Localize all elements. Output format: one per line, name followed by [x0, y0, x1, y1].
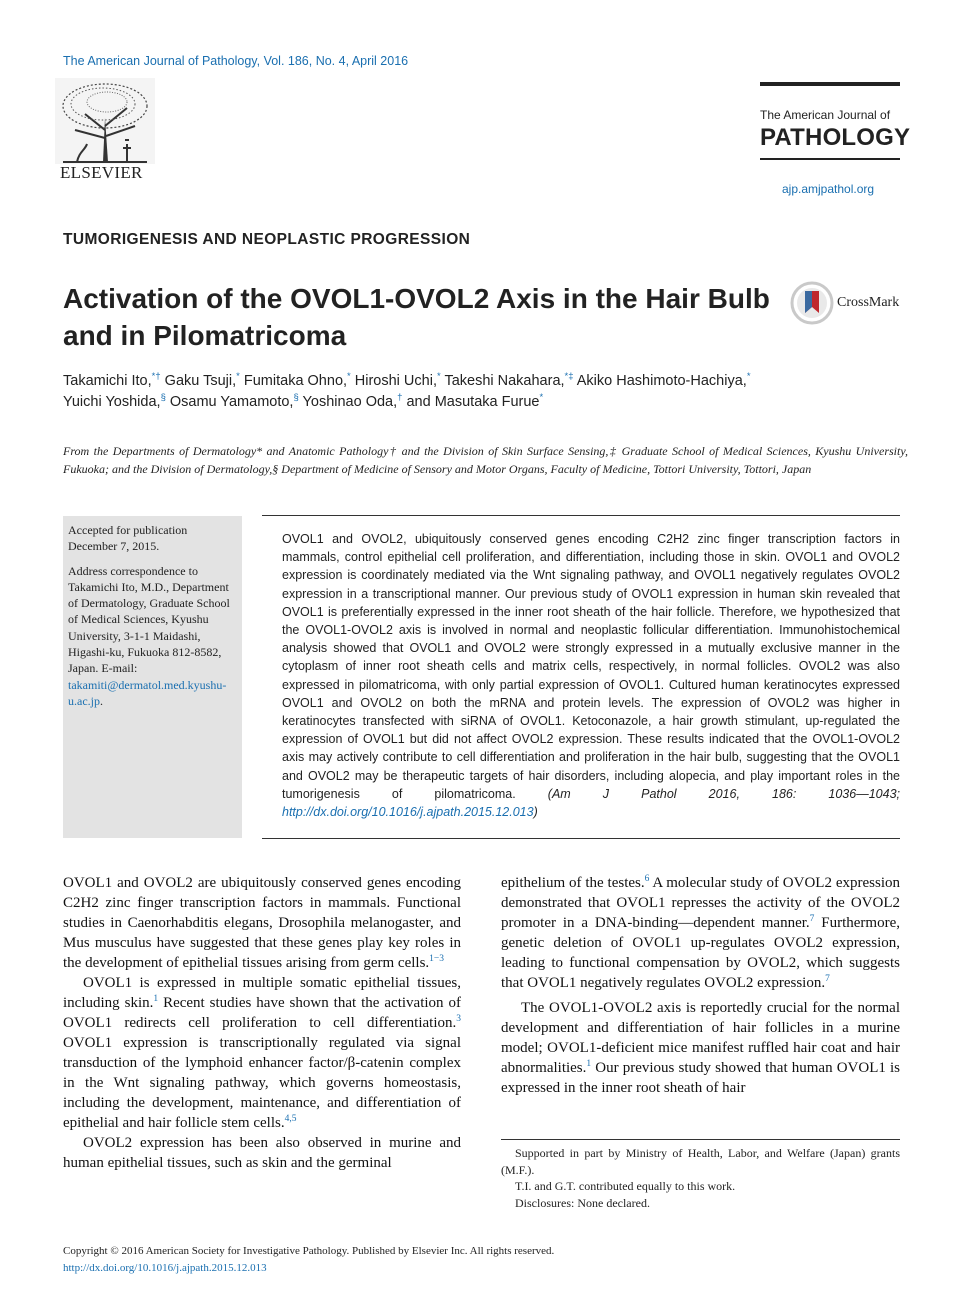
masthead-rule	[760, 82, 900, 86]
abstract-text: OVOL1 and OVOL2, ubiquitously conserved genes encoding C2H2 zinc finger transcription factors in mammals, control epithelial cell proliferation, and differentiation, including those in skin. OVOL1 and OVOL2 expression is coordinately mediated via the Wnt signaling pathway, and OVOL1 negatively regulates OVOL2 expression in a transcriptional manner. Our previous study of OVOL1 expression in human skin revealed that OVOL1 is preferentially expressed in the inner root sheath of the hair follicle. Therefore, we hypothesized that the OVOL1-OVOL2 axis is involved in normal and neoplastic follicular differentiation. Immunohistochemical analysis showed that OVOL1 and OVOL2 were strongly expressed in a mutually exclusive manner in the cytoplasm of inner root sheath cells and matrix cells, respectively, in normal follicles. OVOL2 was also expressed in pilomatricoma, with only partial expression of OVOL1. Cultured human keratinocytes expressed OVOL1 and OVOL2 on both the mRNA and protein levels. The expression of OVOL2 was higher in keratinocytes transfected with siRNA of OVOL1. Ketoconazole, a hair growth stimulant, up-regulated the expression of OVOL1 but did not affect OVOL2 expression. These results indicated that the OVOL1-OVOL2 axis may actively contribute to cell differentiation and proliferation in the hair bulb, suggesting that the OVOL1 and OVOL2 may be therapeutic targets of hair disorders, including alopecia, and play important roles in the tumorigenesis of pilomatricoma.	[282, 532, 900, 801]
contribution-footnote: T.I. and G.T. contributed equally to this work.	[515, 1179, 736, 1193]
reference-link[interactable]: 1	[153, 994, 159, 1004]
crossmark-label: CrossMark	[837, 295, 900, 310]
author: Akiko Hashimoto-Hachiya,*	[576, 371, 751, 389]
reference-link[interactable]: 3	[456, 1014, 461, 1024]
author-list	[63, 371, 908, 413]
body-column-right	[501, 873, 900, 1098]
author: Osamu Yamamoto,§	[169, 392, 299, 410]
abstract-rule	[262, 838, 900, 839]
reference-link[interactable]: 6	[644, 874, 650, 884]
reference-link[interactable]: 7	[825, 974, 830, 984]
journal-citation[interactable]: The American Journal of Pathology, Vol. 186, No. 4, April 2016	[63, 54, 409, 68]
reference-link[interactable]: 1−3	[429, 954, 445, 964]
correspondence-email-link[interactable]: takamiti@dermatol.med.kyushu-u.ac.jp	[68, 677, 227, 708]
footer-doi-link[interactable]: http://dx.doi.org/10.1016/j.ajpath.2015.12.013	[63, 1261, 267, 1274]
publisher-logo-text: ELSEVIER	[60, 163, 143, 182]
article-info-box	[63, 516, 242, 838]
crossmark-icon	[790, 281, 836, 325]
author: Fumitaka Ohno,*	[243, 371, 351, 389]
author: Yuichi Yoshida,§	[63, 392, 166, 410]
abstract-citation: (Am J Pathol 2016, 186: 1036—1043; http://dx.doi.org/10.1016/j.ajpath.2015.12.013)	[282, 786, 900, 820]
author: Gaku Tsuji,*	[164, 371, 240, 389]
article-title: Activation of the OVOL1-OVOL2 Axis in the Hair Bulb and in Pilomatricoma	[63, 283, 770, 351]
footnotes	[501, 1145, 900, 1211]
reference-link[interactable]: 1	[586, 1059, 592, 1069]
body-paragraph: OVOL1 is expressed in multiple somatic epithelial tissues, including skin.$^1$ Recent studies have shown that the activation of OVOL1 redirects cell proliferation to cell differentiation.$^3$ OVOL1 expression is transcriptionally regulated via signal transduction of the lymphoid enhancer factor/β-catenin complex in the Wnt signaling pathway, which governs homeostasis, including the development, maintenance, and differentiation of epithelial and hair follicle stem cells.$^{4,5}$	[63, 975, 461, 1131]
section-label: TUMORIGENESIS AND NEOPLASTIC PROGRESSION	[63, 231, 471, 248]
journal-url-link[interactable]: ajp.amjpathol.org	[782, 182, 875, 196]
masthead-journal-name-big: PATHOLOGY	[760, 124, 911, 151]
author: and Masutaka Furue*	[406, 392, 544, 410]
footnote-rule	[501, 1139, 900, 1140]
author: Yoshinao Oda,†	[302, 392, 403, 410]
body-paragraph: OVOL1 and OVOL2 are ubiquitously conserved genes encoding C2H2 zinc finger transcription factors in mammals. Functional studies in Caenorhabditis elegans, Drosophila melanogaster, and Mus musculus have suggested that these genes play key roles in the development of epithelial tissues arising from germ cells.$^{1-3}$	[63, 875, 461, 971]
funding-footnote: Supported in part by Ministry of Health, Labor, and Welfare (Japan) grants (M.F.).	[501, 1146, 900, 1177]
footer	[63, 1243, 554, 1276]
affiliations: From the Departments of Dermatology* and Anatomic Pathology† and the Division of Skin Surface Sensing,‡ Graduate School of Medical Sciences, Kyushu University, Fukuoka; and the Division of Dermatology,§ Department of Medicine of Sensory and Motor Organs, Faculty of Medicine, Tottori University, Tottori, Japan	[63, 444, 908, 476]
author: Takamichi Ito,*†	[63, 371, 161, 389]
body-paragraph: The OVOL1-OVOL2 axis is reportedly crucial for the normal development and differentiation of hair follicles in a murine model; OVOL1-deficient mice manifest ruffled hair coat and hair abnormalities.$^1$ Our previous study showed that human OVOL1 is expressed in the inner root sheath of hair	[501, 1000, 900, 1096]
disclosure-footnote: Disclosures: None declared.	[515, 1195, 650, 1210]
abstract-rule	[262, 515, 900, 516]
author: Hiroshi Uchi,*	[354, 371, 441, 389]
reference-link[interactable]: 7	[809, 914, 815, 924]
masthead-journal-name-small: The American Journal of	[760, 108, 891, 122]
body-paragraph: epithelium of the testes.$^6$ A molecular study of OVOL2 expression demonstrated that OVOL1 represses the activity of the OVOL2 promoter in a DNA-binding—dependent manner.$^7$ Furthermore, genetic deletion of OVOL1 up-regulates OVOL2 expression, leading to functional compensation by OVOL2, which suggests that OVOL1 negatively regulates OVOL2 expression.$^7$	[501, 874, 900, 991]
copyright-notice: Copyright © 2016 American Society for Investigative Pathology. Published by Elsevier Inc. All rights reserved.	[63, 1245, 555, 1257]
correspondence-address: Address correspondence to Takamichi Ito, M.D., Department of Dermatology, Graduate School of Medical Sciences, Kyushu University, 3-1-1 Maidashi, Higashi-ku, Fukuoka 812-8582, Japan. E-mail: takamiti@dermatol.med.kyushu-u.ac.jp.	[68, 563, 230, 708]
abstract-doi-link[interactable]: http://dx.doi.org/10.1016/j.ajpath.2015.12.013	[282, 805, 534, 820]
accepted-date: Accepted for publication December 7, 2015.	[68, 523, 188, 554]
masthead-rule	[760, 158, 900, 160]
abstract	[282, 530, 900, 821]
author: Takeshi Nakahara,*‡	[444, 371, 574, 389]
body-column-left	[63, 873, 461, 1173]
body-paragraph: OVOL2 expression has been also observed in murine and human epithelial tissues, such as skin and the germinal	[63, 1135, 461, 1171]
reference-link[interactable]: 4,5	[284, 1114, 297, 1124]
